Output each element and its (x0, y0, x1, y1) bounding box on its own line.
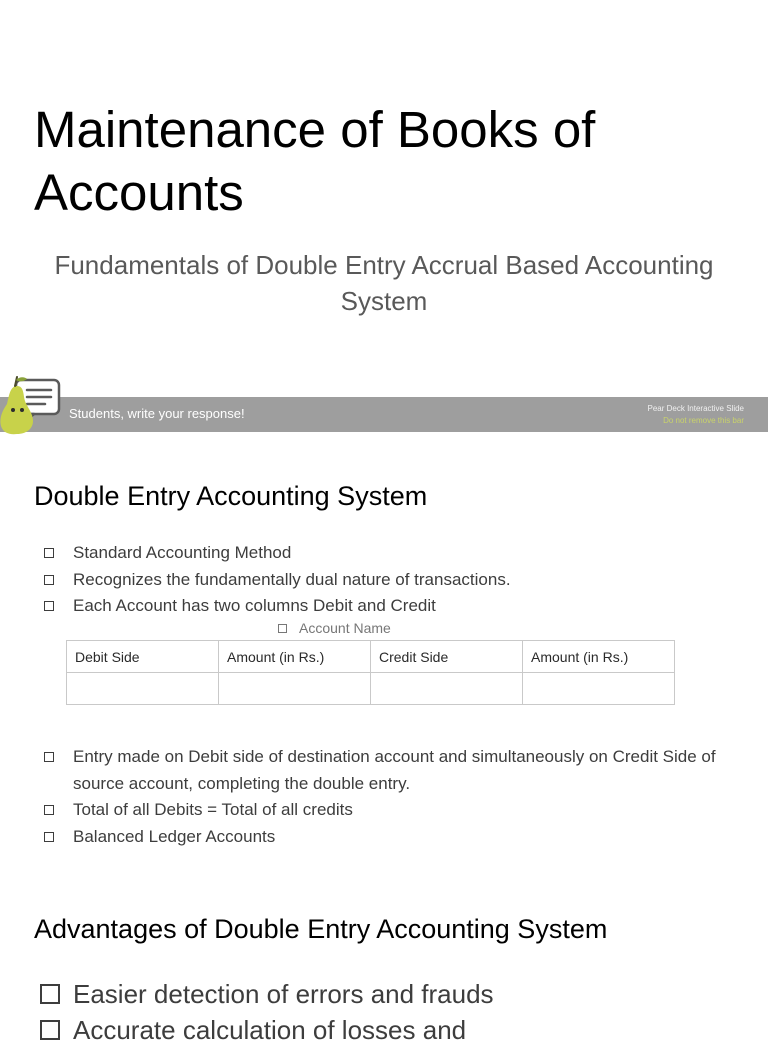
list-item (40, 1012, 760, 1048)
table-cell (67, 673, 219, 705)
list-item-text: Balanced Ledger Accounts (73, 826, 276, 846)
bullet-list-top (44, 540, 734, 620)
table-header-cell: Credit Side (371, 641, 523, 673)
list-item-text: Each Account has two columns Debit and Credit (73, 596, 436, 615)
list-item-text: Recognizes the fundamentally dual nature of transactions. (73, 569, 511, 589)
bullet-list-advantages (40, 976, 760, 1048)
peardeck-label (648, 403, 745, 427)
checkbox-bullet-icon (44, 601, 54, 611)
account-table (66, 640, 675, 705)
list-item-text: Accurate calculation of losses and (73, 1015, 467, 1045)
list-item-text: Total of all Debits = Total of all credits (73, 800, 353, 819)
list-item (44, 744, 744, 797)
table-header-row (67, 641, 675, 673)
table-header-cell: Amount (in Rs.) (219, 641, 371, 673)
list-item-text: Easier detection of errors and frauds (73, 979, 494, 1009)
checkbox-bullet-icon (40, 984, 60, 1004)
section-heading-advantages: Advantages of Double Entry Accounting System (34, 914, 608, 944)
table-header-cell: Amount (in Rs.) (523, 641, 675, 673)
table-cell (371, 673, 523, 705)
checkbox-bullet-icon (40, 1020, 60, 1040)
table-cell (523, 673, 675, 705)
peardeck-label-line2: Do not remove this bar (663, 416, 744, 425)
document-title: Maintenance of Books of Accounts (34, 101, 596, 221)
list-item (44, 567, 734, 594)
checkbox-bullet-icon (44, 832, 54, 842)
checkbox-bullet-icon (278, 624, 287, 633)
checkbox-bullet-icon (44, 805, 54, 815)
table-cell (219, 673, 371, 705)
list-item (44, 797, 744, 824)
checkbox-bullet-icon (44, 752, 54, 762)
checkbox-bullet-icon (44, 548, 54, 558)
section-heading-double-entry: Double Entry Accounting System (34, 481, 428, 511)
table-header-cell: Debit Side (67, 641, 219, 673)
list-item-text: Entry made on Debit side of destination account and simultaneously on Credit Side of source account, completing the double entry. (73, 747, 716, 793)
peardeck-prompt: Students, write your response! (69, 406, 245, 421)
sub-bullet-account-name (278, 620, 391, 636)
peardeck-label-line1: Pear Deck Interactive Slide (647, 404, 744, 413)
document-subtitle: Fundamentals of Double Entry Accrual Based Accounting System (54, 250, 714, 316)
pear-speech-bubble-icon (0, 374, 62, 434)
list-item (44, 824, 744, 851)
list-item (40, 976, 760, 1012)
list-item-text: Standard Accounting Method (73, 543, 292, 562)
sub-bullet-text: Account Name (299, 620, 391, 636)
bullet-list-bottom (44, 744, 744, 850)
list-item (44, 593, 734, 620)
table-row (67, 673, 675, 705)
checkbox-bullet-icon (44, 575, 54, 585)
list-item (44, 540, 734, 567)
